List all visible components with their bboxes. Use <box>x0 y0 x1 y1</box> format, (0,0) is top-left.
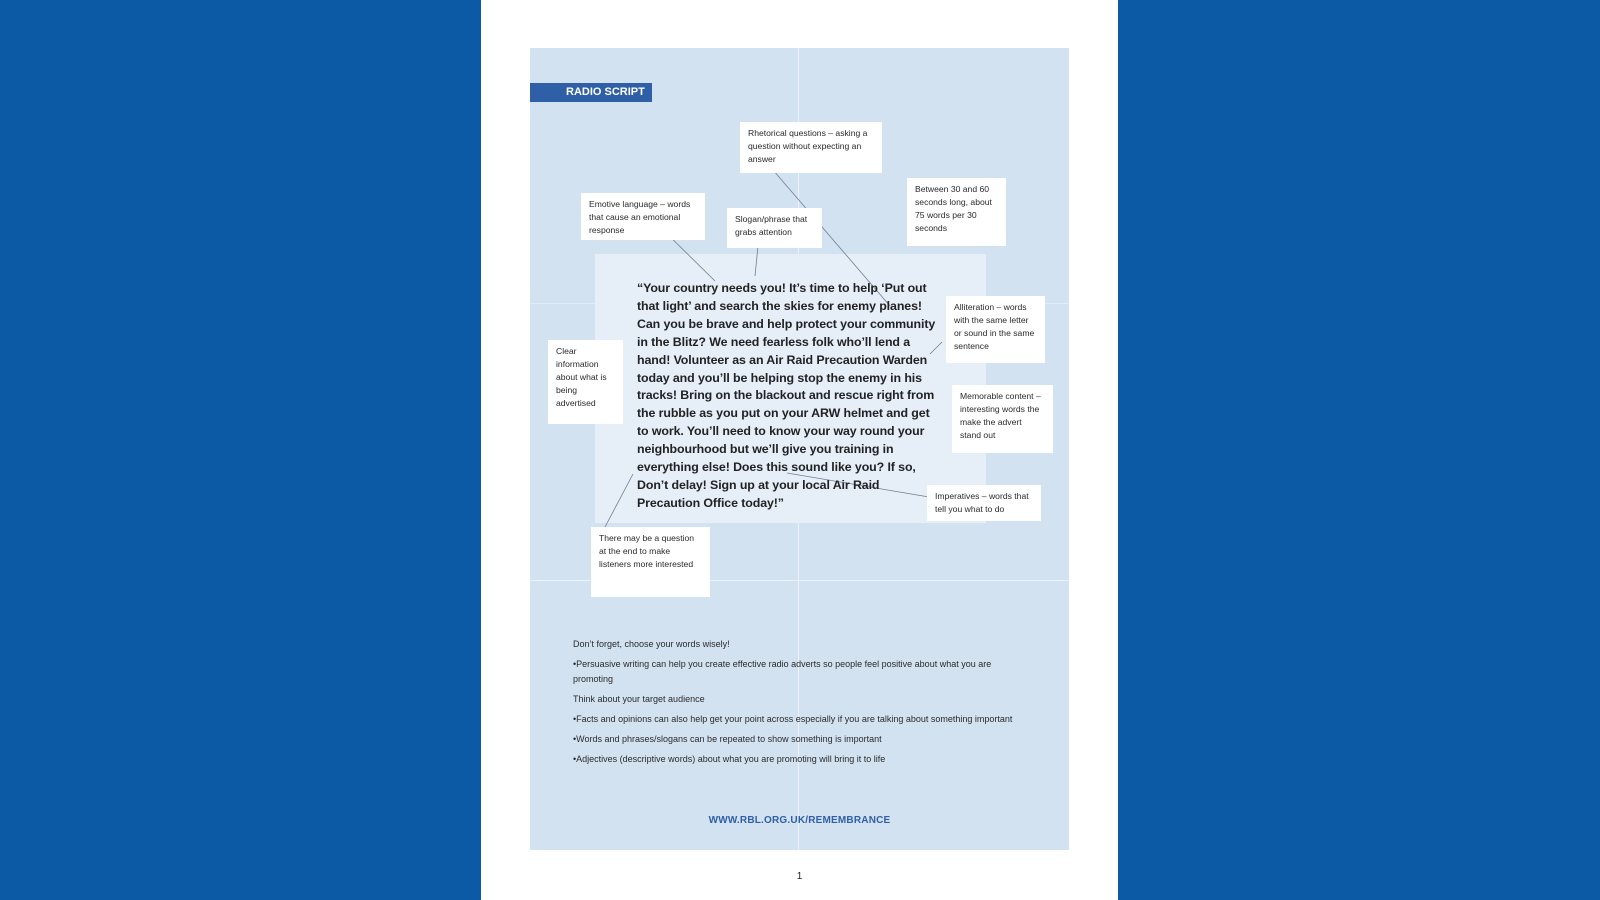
note-slogan: Slogan/phrase that grabs attention <box>727 208 822 248</box>
tips-list <box>573 637 1023 772</box>
section-header: RADIO SCRIPT <box>530 83 652 102</box>
note-imperatives: Imperatives – words that tell you what to do <box>927 485 1041 521</box>
note-emotive-language: Emotive language – words that cause an emotional response <box>581 193 705 240</box>
tips-heading: Don’t forget, choose your words wisely! <box>573 639 730 649</box>
document-page <box>481 0 1118 900</box>
radio-script-text: “Your country needs you! It’s time to help ‘Put out that light’ and search the skies for enemy planes! Can you be brave and help protect your community in the Blitz? We need fearless folk who’ll lend a hand! Volunteer as an Air Raid Precaution Warden today and you’ll be helping stop the enemy in his tracks! Bring on the blackout and rescue right from the rubble as you put on your ARW helmet and get to work. You’ll need to know your way round your neighbourhood but we’ll give you training in everything else! Does this sound like you? If so, Don’t delay! Sign up at your local Air Raid Precaution Office today!” <box>637 281 936 510</box>
tip-item: •Facts and opinions can also help get your point across especially if you are talking about something important <box>573 714 1013 724</box>
tip-item: •Persuasive writing can help you create effective radio adverts so people feel positive about what you are promoting <box>573 659 992 684</box>
line-question-end <box>605 474 633 527</box>
note-rhetorical-questions: Rhetorical questions – asking a question without expecting an answer <box>740 122 882 173</box>
page-number: 1 <box>796 871 803 882</box>
tip-item: Think about your target audience <box>573 694 705 704</box>
note-memorable-content: Memorable content – interesting words the make the advert stand out <box>952 385 1053 453</box>
note-clear-information: Clear information about what is being advertised <box>548 340 623 424</box>
note-duration: Between 30 and 60 seconds long, about 75 words per 30 seconds <box>907 178 1006 246</box>
line-slogan <box>755 246 758 276</box>
radio-script-sheet <box>530 48 1069 850</box>
note-alliteration: Alliteration – words with the same letter or sound in the same sentence <box>946 296 1045 363</box>
website-link[interactable]: WWW.RBL.ORG.UK/REMEMBRANCE <box>708 815 891 826</box>
tip-item: •Adjectives (descriptive words) about what you are promoting will bring it to life <box>573 754 886 764</box>
note-question-at-end: There may be a question at the end to make listeners more interested <box>591 527 710 597</box>
tip-item: •Words and phrases/slogans can be repeated to show something is important <box>573 734 882 744</box>
